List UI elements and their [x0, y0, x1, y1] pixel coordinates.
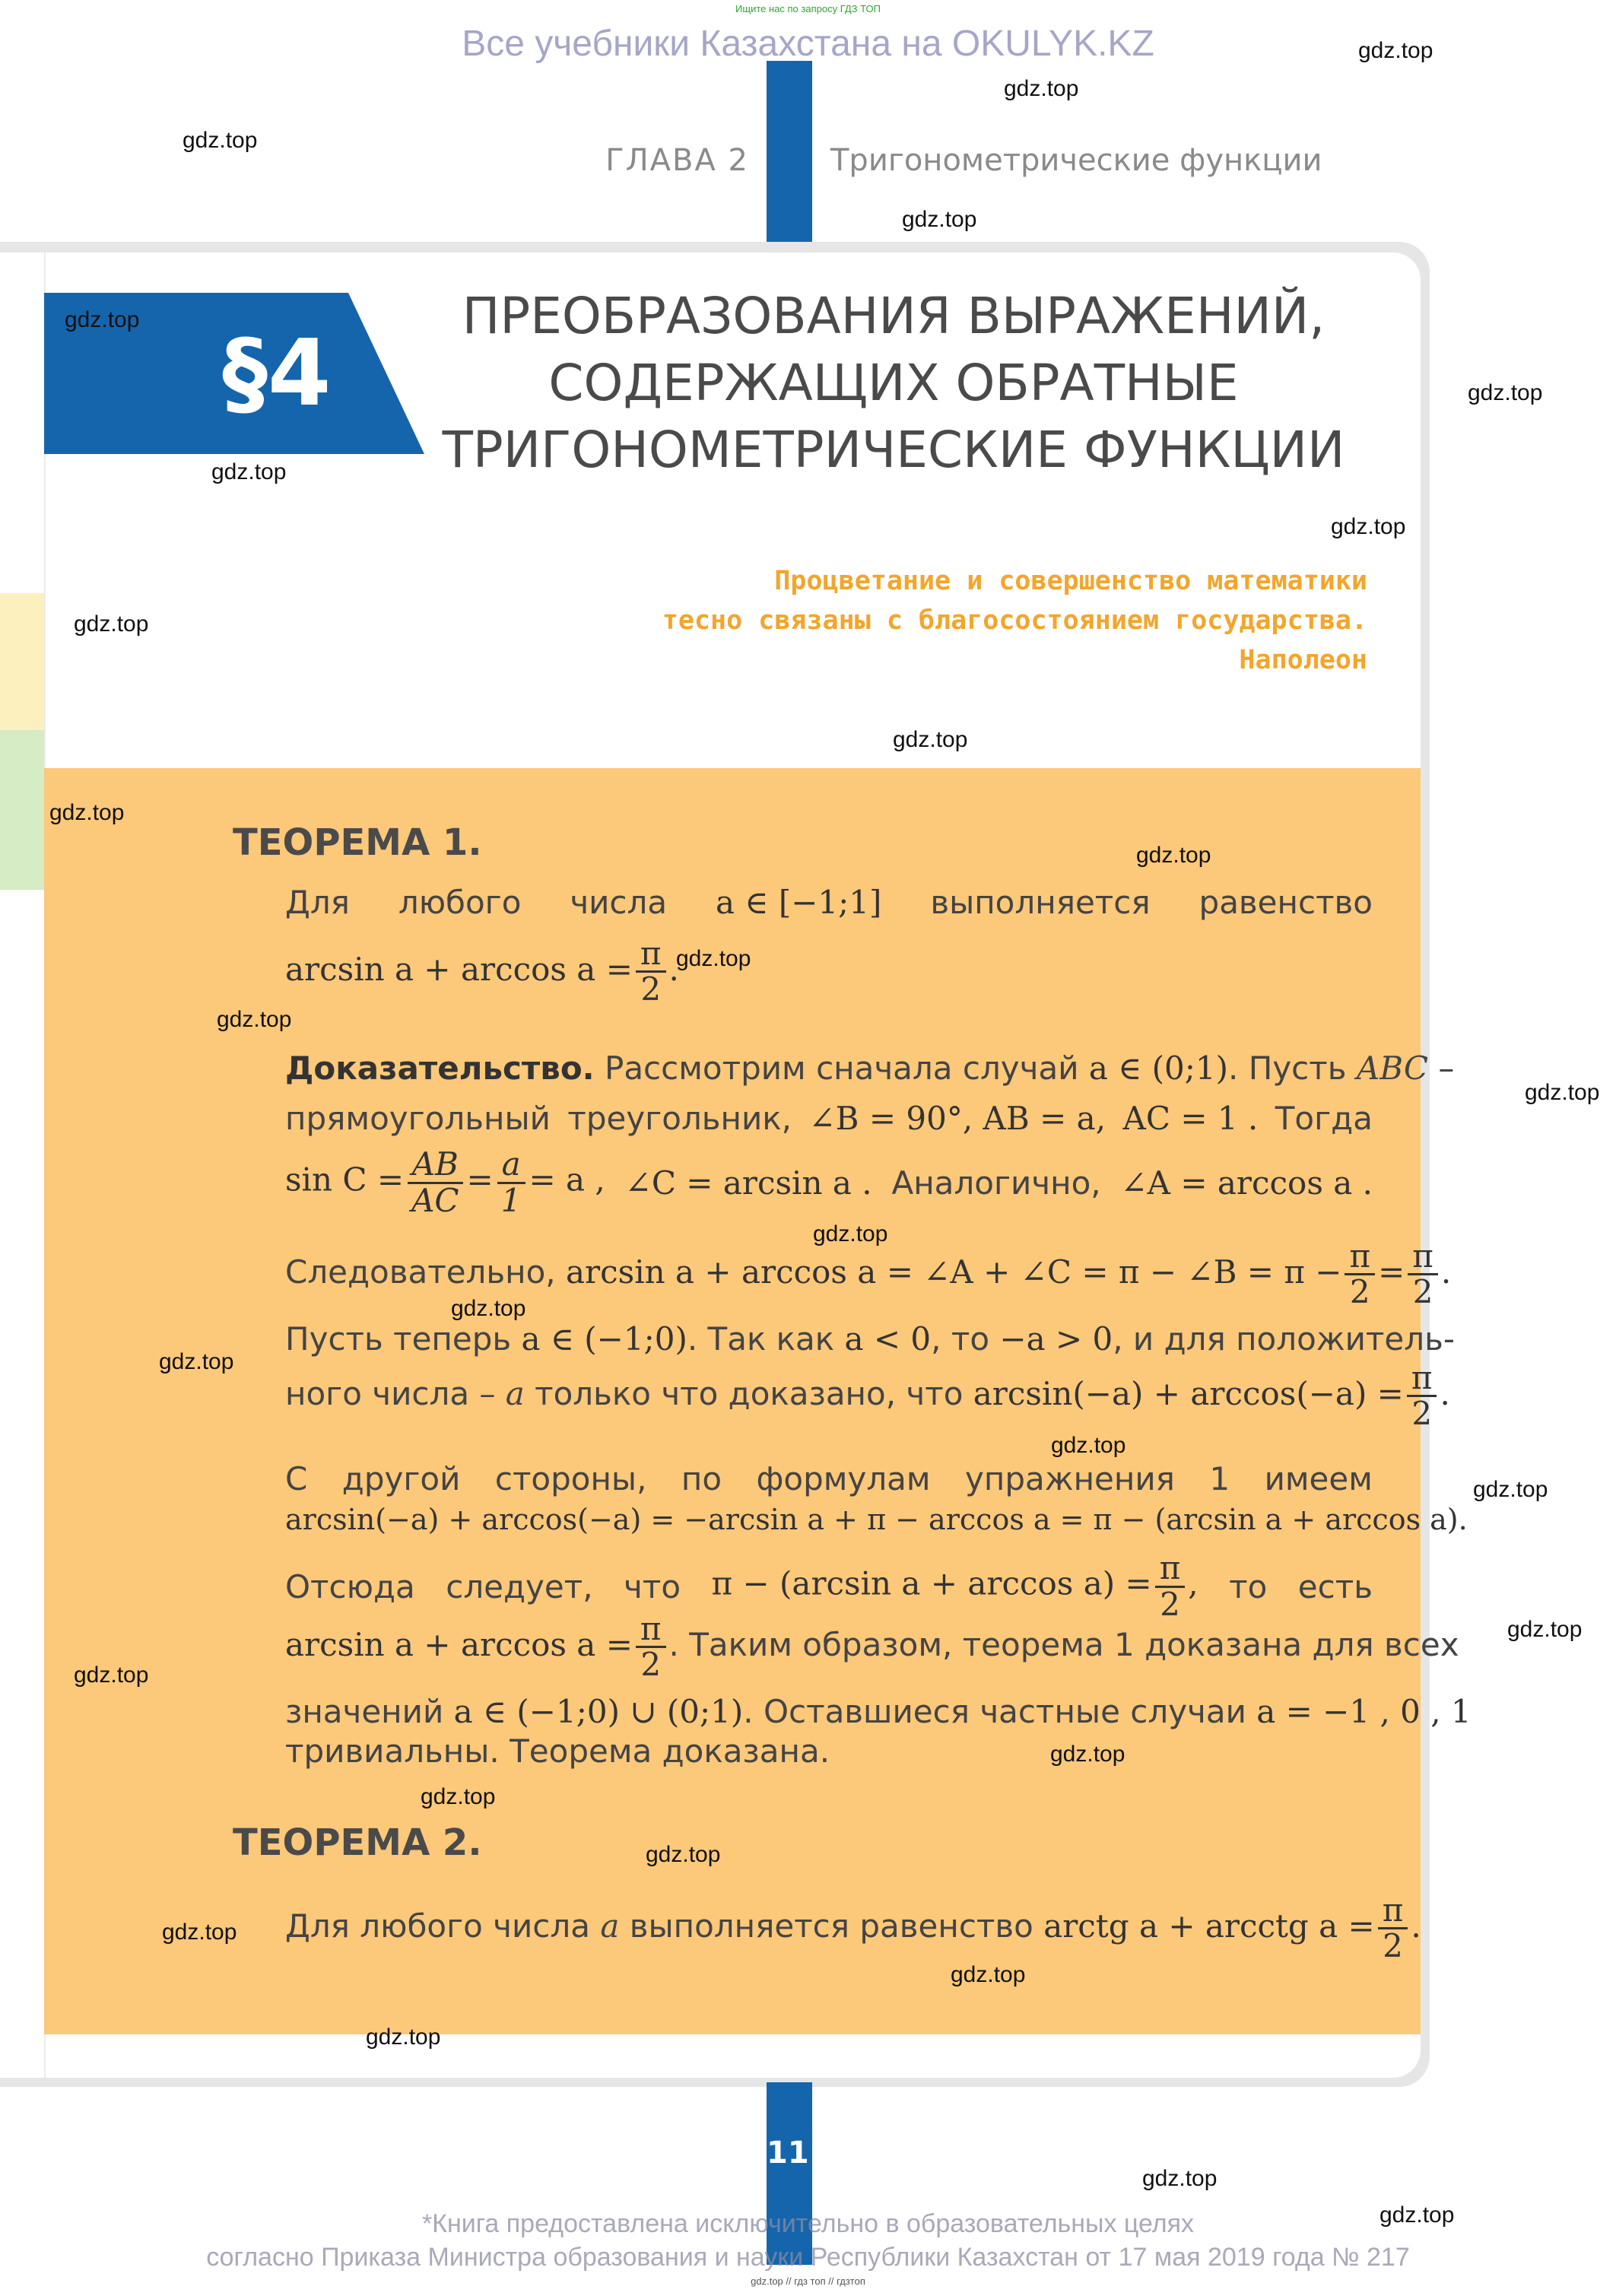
numerator: π: [1345, 1240, 1375, 1275]
watermark: gdz.top: [1142, 2166, 1218, 2191]
watermark: gdz.top: [893, 727, 968, 752]
watermark: gdz.top: [65, 307, 140, 332]
math-expression: π − (arcsin a + arccos a) = $\frac{\pi}{2}$ ,: [711, 1549, 1199, 1623]
word: треугольник,: [567, 1100, 792, 1137]
word: стороны,: [494, 1460, 647, 1497]
proof-line5: [285, 1320, 1455, 1358]
fraction-pi-over-2: [1345, 1237, 1375, 1311]
numerator: π: [1155, 1551, 1186, 1587]
word: прямоугольный: [285, 1100, 551, 1137]
text: sin C =: [285, 1161, 405, 1199]
proof-line6: ного числа – a только что доказано, что arcsin(−a) + arccos(−a) = $\frac{\pi}{2}$ .: [285, 1359, 1450, 1433]
word: формулам: [756, 1460, 931, 1497]
tiny-search-note: Ищите нас по запросу ГДЗ ТОП: [735, 3, 881, 14]
word: Тогда: [1275, 1100, 1373, 1137]
denominator: 2: [1411, 1395, 1433, 1433]
fraction-pi-over-2: [636, 1612, 666, 1682]
quote-author: Наполеон: [1239, 645, 1367, 675]
epigraph: [662, 561, 1367, 680]
math: a = −1 , 0 , 1: [1256, 1693, 1472, 1730]
watermark: gdz.top: [366, 2024, 441, 2050]
page-number: 111: [767, 2136, 830, 2171]
numerator: π: [1378, 1894, 1408, 1929]
chapter-title: Тригонометрические функции: [830, 143, 1322, 178]
proof-line3: [285, 1141, 1373, 1224]
watermark: gdz.top: [74, 1662, 149, 1688]
math-condition: a ∈ [−1;1]: [716, 884, 882, 921]
text: выполняется равенство: [619, 1907, 1044, 1945]
watermark: gdz.top: [1507, 1617, 1583, 1642]
footer-note-line: согласно Приказа Министра образования и науки Республики Казахстан от 17 мая 2019 года № 217: [206, 2243, 1410, 2272]
fraction-ab-ac: [407, 1145, 463, 1219]
text: ного числа: [285, 1375, 480, 1413]
theorem1-formula: arcsin a + arccos a = $\frac{\pi}{2}$ .: [285, 935, 679, 1008]
word: равенство: [1199, 884, 1373, 921]
text: Пусть теперь: [285, 1320, 522, 1358]
section-title-line: ТРИГОНОМЕТРИЧЕСКИЕ ФУНКЦИИ: [442, 421, 1345, 479]
text: . Так как: [687, 1320, 845, 1358]
theorem2-heading: ТЕОРЕМА 2.: [233, 1821, 482, 1864]
watermark: gdz.top: [1379, 2202, 1455, 2228]
denominator: 2: [1383, 1927, 1403, 1965]
math-expression: arcsin a + arccos a =: [285, 951, 633, 989]
math: π − (arcsin a + arccos a) =: [711, 1565, 1152, 1602]
text: . Пусть: [1228, 1050, 1357, 1087]
watermark: gdz.top: [1004, 76, 1079, 101]
word: числа: [570, 884, 668, 921]
proof-line4: Следовательно, arcsin a + arccos a = ∠A + ∠C = π − ∠B = π − $\frac{\pi}{2}$ = $\frac{\pi}{2}$ .: [285, 1237, 1452, 1311]
text: . Таким образом, теорема 1 доказана для всех: [668, 1626, 1459, 1664]
word: по: [681, 1460, 722, 1497]
word: любого: [398, 884, 522, 921]
text: , то: [931, 1320, 1000, 1358]
text: Рассмотрим сначала случай: [594, 1050, 1089, 1087]
word: то: [1229, 1567, 1268, 1605]
math: a < 0: [844, 1320, 932, 1358]
math: arcsin(−a) + arccos(−a) =: [973, 1375, 1404, 1413]
numerator: π: [636, 1612, 666, 1648]
denominator: 2: [1412, 1273, 1433, 1311]
math: arcsin a + arccos a =: [285, 1626, 633, 1664]
word: имеем: [1264, 1460, 1373, 1497]
watermark: gdz.top: [1331, 514, 1406, 539]
text: = a ,: [529, 1161, 605, 1199]
watermark: gdz.top: [421, 1784, 496, 1809]
fraction-pi-over-2: [1408, 1237, 1438, 1311]
green-side-tab: [0, 730, 44, 890]
footer-note-line: *Книга предоставлена исключительно в образовательных целях: [421, 2209, 1195, 2238]
footer-tiny: gdz.top // гдз топ // гдзтоп: [751, 2275, 865, 2287]
fraction-pi-over-2: [1407, 1361, 1437, 1431]
math: a ∈ (−1;0): [521, 1320, 687, 1358]
blue-spine-top: [767, 61, 812, 251]
word: другой: [341, 1460, 461, 1497]
sin-c-equation: sin C = $\frac{AB}{AC}$ = $\frac{a}{1}$ = a ,: [285, 1145, 605, 1219]
watermark: gdz.top: [902, 207, 977, 232]
watermark: gdz.top: [646, 1842, 721, 1867]
denominator: 1: [500, 1181, 522, 1219]
math: a ∈ (−1;0) ∪ (0;1): [453, 1693, 744, 1730]
quote-line: Процветание и совершенство математики: [774, 566, 1367, 596]
math: ∠A = arccos a .: [1120, 1164, 1373, 1202]
section-number: §4: [222, 321, 332, 427]
footer-note: [0, 2207, 1616, 2274]
denominator: 2: [1349, 1273, 1370, 1311]
math: −a > 0: [999, 1320, 1113, 1358]
text: Следовательно,: [285, 1253, 566, 1291]
math: a: [600, 1907, 620, 1945]
word: есть: [1297, 1567, 1373, 1605]
site-title: Все учебники Казахстана на OKULYK.KZ: [462, 24, 1154, 64]
watermark: gdz.top: [1473, 1477, 1548, 1502]
proof-label: Доказательство.: [285, 1050, 595, 1087]
watermark: gdz.top: [1050, 1742, 1125, 1767]
math: arcsin a + arccos a = ∠A + ∠C = π − ∠B = π −: [566, 1253, 1342, 1291]
word: 1: [1209, 1460, 1230, 1497]
denominator: 2: [1160, 1585, 1180, 1623]
text: Для любого числа: [285, 1907, 601, 1945]
watermark: gdz.top: [951, 1962, 1026, 1987]
section-title-line: ПРЕОБРАЗОВАНИЯ ВЫРАЖЕНИЙ,: [462, 287, 1326, 345]
proof-line1: [285, 1050, 1454, 1087]
word: упражнения: [965, 1460, 1175, 1497]
proof-line12: тривиальны. Теорема доказана.: [285, 1732, 830, 1770]
word: что: [624, 1567, 681, 1605]
watermark: gdz.top: [49, 800, 125, 825]
proof-line7: [285, 1460, 1373, 1497]
watermark: gdz.top: [74, 611, 149, 637]
section-title-line: СОДЕРЖАЩИХ ОБРАТНЫЕ: [548, 354, 1239, 412]
quote-line: тесно связаны с благосостоянием государства.: [662, 605, 1367, 636]
watermark: gdz.top: [183, 128, 258, 153]
yellow-side-tab: [0, 593, 44, 730]
watermark: gdz.top: [217, 1007, 292, 1032]
math: ∠B = 90°, AB = a,: [808, 1100, 1106, 1137]
word: следует,: [446, 1567, 593, 1605]
watermark: gdz.top: [1136, 843, 1211, 868]
theorem2-statement: Для любого числа a выполняется равенство arctg a + arcctg a = $\frac{\pi}{2}$ .: [285, 1891, 1421, 1965]
watermark: gdz.top: [813, 1221, 888, 1246]
fraction-a-1: [497, 1145, 526, 1219]
watermark: gdz.top: [451, 1296, 526, 1321]
watermark: gdz.top: [1525, 1080, 1600, 1105]
theorem1-line1: [285, 884, 1373, 921]
watermark: gdz.top: [159, 1349, 234, 1374]
watermark: gdz.top: [162, 1920, 237, 1945]
math: a ∈ (0;1): [1088, 1050, 1229, 1087]
watermark: gdz.top: [1051, 1433, 1126, 1458]
math: arctg a + arcctg a =: [1043, 1907, 1375, 1945]
word: выполняется: [930, 884, 1151, 921]
word: Для: [285, 884, 350, 921]
watermark: gdz.top: [211, 459, 287, 484]
math: AC = 1 .: [1122, 1100, 1259, 1137]
fraction-pi-over-2: [1155, 1551, 1186, 1621]
word: С: [285, 1460, 308, 1497]
theorem1-heading: ТЕОРЕМА 1.: [233, 821, 482, 864]
numerator: π: [1407, 1361, 1437, 1397]
proof-line2: [285, 1100, 1373, 1137]
word: Аналогично,: [891, 1164, 1101, 1202]
math: arcsin(−a) + arccos(−a) = −arcsin a + π − arccos a = π − (arcsin a + arccos a).: [285, 1503, 1468, 1536]
math: ∠C = arcsin a .: [624, 1164, 872, 1202]
proof-line8: [285, 1503, 1468, 1536]
text: . Оставшиеся частные случаи: [743, 1693, 1257, 1730]
text: только что доказано, что: [524, 1375, 973, 1413]
section-title: [426, 283, 1361, 484]
math: – a: [479, 1375, 525, 1413]
text: , и для положитель-: [1113, 1320, 1455, 1358]
proof-line11: [285, 1693, 1472, 1730]
fraction-pi-over-2: [636, 937, 666, 1006]
watermark: gdz.top: [1468, 380, 1543, 405]
denominator: 2: [640, 1646, 662, 1684]
numerator: a: [497, 1148, 525, 1183]
proof-line10: [285, 1612, 1459, 1682]
word: Отсюда: [285, 1567, 415, 1605]
text: –: [1427, 1050, 1455, 1087]
watermark: gdz.top: [676, 946, 751, 971]
math: ABC: [1356, 1050, 1428, 1087]
denominator: 2: [640, 970, 662, 1008]
text: значений: [285, 1693, 454, 1730]
chapter-label: ГЛАВА 2: [605, 143, 749, 178]
fraction-pi-over-2: [1378, 1891, 1408, 1965]
denominator: AC: [411, 1181, 459, 1219]
watermark: gdz.top: [1358, 38, 1433, 63]
numerator: π: [1408, 1240, 1438, 1275]
numerator: AB: [408, 1148, 463, 1183]
numerator: π: [636, 937, 666, 973]
